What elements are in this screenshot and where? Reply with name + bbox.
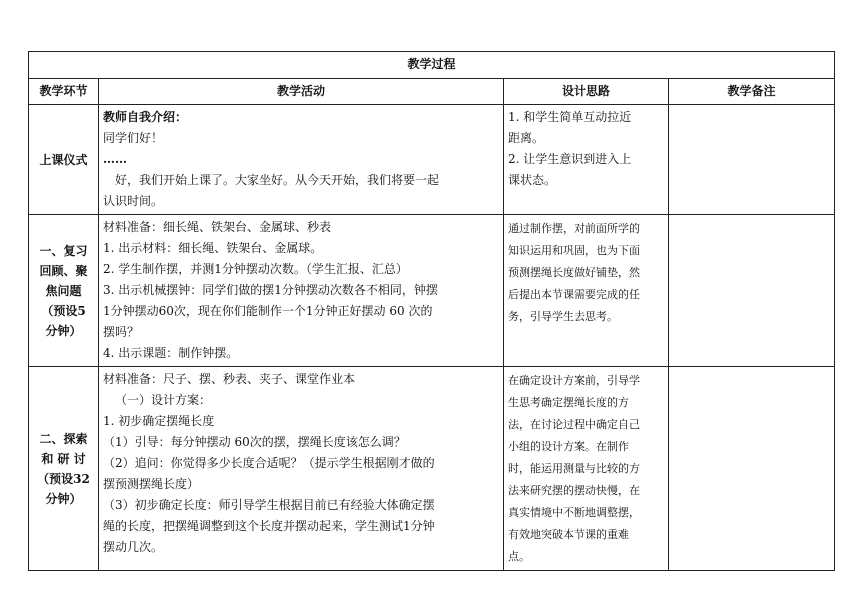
activity-line: （一）设计方案： bbox=[115, 393, 212, 407]
header-thinking: 设计思路 bbox=[504, 79, 669, 105]
thinking-line: 预测摆绳长度做好铺垫，然 bbox=[508, 266, 640, 279]
stage-line: 回顾、聚 bbox=[39, 263, 88, 278]
thinking-line: 时，能运用测量与比较的方 bbox=[508, 462, 640, 475]
activity-cell bbox=[99, 367, 504, 571]
thinking-line: 距离。 bbox=[508, 131, 545, 145]
notes-cell bbox=[669, 367, 835, 571]
activity-line: 教师自我介绍： bbox=[103, 110, 188, 124]
activity-cell bbox=[99, 215, 504, 367]
thinking-line: 通过制作摆，对前面所学的 bbox=[508, 222, 640, 235]
activity-line: 摆吗？ bbox=[103, 325, 140, 339]
lesson-process-table bbox=[28, 51, 835, 571]
header-row bbox=[29, 79, 835, 105]
header-stage: 教学环节 bbox=[29, 79, 99, 105]
activity-line: （1）引导：每分钟摆动 60次的摆，摆绳长度该怎么调？ bbox=[103, 435, 406, 449]
activity-line: …… bbox=[103, 152, 127, 166]
thinking-line: 2. 让学生意识到进入上 bbox=[508, 152, 632, 166]
notes-cell bbox=[669, 105, 835, 215]
header-activity: 教学活动 bbox=[99, 79, 504, 105]
stage-line: （预设5 bbox=[41, 303, 86, 318]
table-row bbox=[29, 215, 835, 367]
stage-line: 和 研 讨 bbox=[41, 451, 86, 466]
activity-line: 认识时间。 bbox=[103, 194, 164, 208]
stage-cell bbox=[29, 105, 99, 215]
activity-line: 1. 初步确定摆绳长度 bbox=[103, 414, 215, 428]
thinking-line: 小组的设计方案。在制作 bbox=[508, 440, 629, 453]
activity-line: 2. 学生制作摆，并测1分钟摆动次数。（学生汇报、汇总） bbox=[103, 262, 408, 276]
stage-line: 分钟） bbox=[45, 323, 82, 338]
thinking-line: 点。 bbox=[508, 550, 530, 563]
thinking-line: 课状态。 bbox=[508, 173, 557, 187]
stage-line: （预设32 bbox=[37, 471, 90, 486]
thinking-line: 生思考确定摆绳长度的方 bbox=[508, 396, 629, 409]
table-row bbox=[29, 367, 835, 571]
thinking-line: 知识运用和巩固，也为下面 bbox=[508, 244, 640, 257]
thinking-line: 后提出本节课需要完成的任 bbox=[508, 288, 640, 301]
thinking-line: 务，引导学生去思考。 bbox=[508, 310, 618, 323]
thinking-cell bbox=[504, 105, 669, 215]
stage-line: 一、复习 bbox=[39, 243, 88, 258]
thinking-line: 1. 和学生简单互动拉近 bbox=[508, 110, 632, 124]
activity-line: （3）初步确定长度：师引导学生根据目前已有经验大体确定摆 bbox=[103, 498, 435, 512]
thinking-line: 真实情境中不断地调整摆， bbox=[508, 506, 640, 519]
thinking-line: 法来研究摆的摆动快慢，在 bbox=[508, 484, 640, 497]
table-title: 教学过程 bbox=[29, 52, 835, 79]
activity-line: 绳的长度，把摆绳调整到这个长度并摆动起来，学生测试1分钟 bbox=[103, 519, 435, 533]
activity-line: 摆预测摆绳长度） bbox=[103, 477, 200, 491]
thinking-cell bbox=[504, 215, 669, 367]
notes-cell bbox=[669, 215, 835, 367]
table-row bbox=[29, 105, 835, 215]
stage-cell bbox=[29, 215, 99, 367]
header-notes: 教学备注 bbox=[669, 79, 835, 105]
activity-line: 材料准备：细长绳、铁架台、金属球、秒表 bbox=[103, 220, 332, 234]
stage-line: 分钟） bbox=[45, 491, 82, 506]
thinking-line: 法，在讨论过程中确定自己 bbox=[508, 418, 640, 431]
title-row bbox=[29, 52, 835, 79]
activity-line: 材料准备：尺子、摆、秒表、夹子、课堂作业本 bbox=[103, 372, 356, 386]
stage-line: 上课仪式 bbox=[39, 152, 88, 167]
activity-line: 1. 出示材料：细长绳、铁架台、金属球。 bbox=[103, 241, 323, 255]
stage-line: 二、探索 bbox=[39, 431, 88, 446]
stage-line: 焦问题 bbox=[45, 283, 82, 298]
thinking-line: 在确定设计方案前，引导学 bbox=[508, 374, 640, 387]
activity-line: 同学们好！ bbox=[103, 131, 164, 145]
thinking-cell bbox=[504, 367, 669, 571]
activity-line: 4. 出示课题：制作钟摆。 bbox=[103, 346, 239, 360]
thinking-line: 有效地突破本节课的重难 bbox=[508, 528, 629, 541]
activity-line: 3. 出示机械摆钟：同学们做的摆1分钟摆动次数各不相同，钟摆 bbox=[103, 283, 438, 297]
activity-line: 好，我们开始上课了。大家坐好。从今天开始，我们将要一起 bbox=[115, 173, 440, 187]
activity-line: 1分钟摆动60次，现在你们能制作一个1分钟正好摆动 60 次的 bbox=[103, 304, 433, 318]
activity-cell bbox=[99, 105, 504, 215]
activity-line: （2）追问：你觉得多少长度合适呢？（提示学生根据刚才做的 bbox=[103, 456, 435, 470]
activity-line: 摆动几次。 bbox=[103, 540, 164, 554]
stage-cell bbox=[29, 367, 99, 571]
